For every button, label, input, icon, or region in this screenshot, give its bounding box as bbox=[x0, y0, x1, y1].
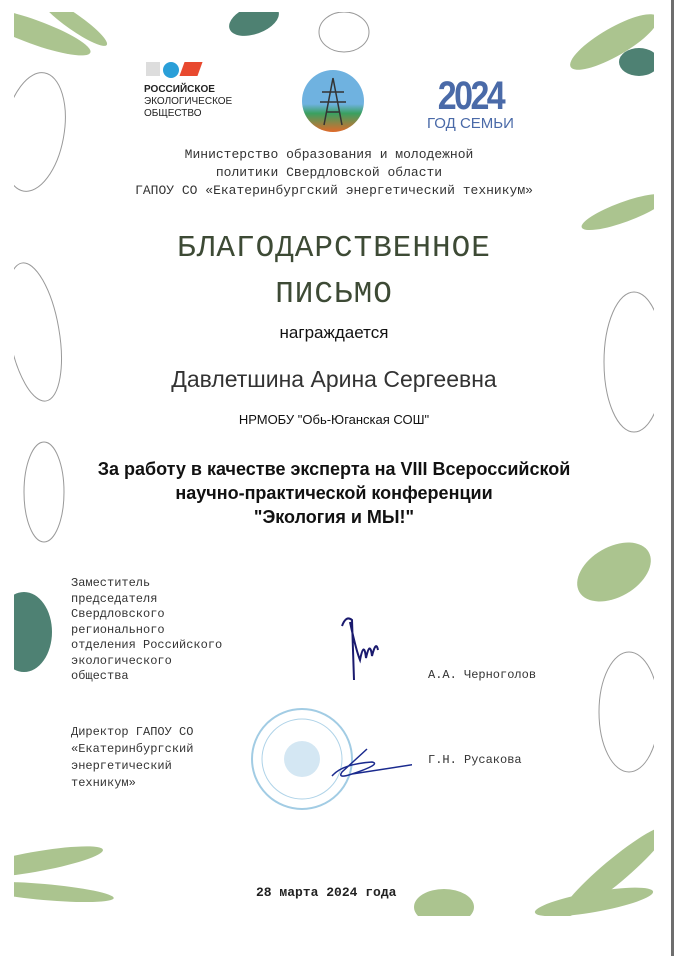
power-tower-icon bbox=[302, 70, 364, 132]
year-of-family-logo bbox=[427, 76, 514, 132]
position-line: общества bbox=[71, 669, 129, 683]
recipient-name: Давлетшина Арина Сергеевна bbox=[171, 366, 497, 392]
technikum-logo bbox=[302, 70, 364, 132]
position-line: Заместитель bbox=[71, 576, 151, 590]
position-line: энергетический bbox=[71, 759, 172, 773]
position-line: «Екатеринбургский bbox=[71, 742, 194, 756]
position-line: Директор ГАПОУ СО bbox=[71, 725, 194, 739]
position-line: техникум» bbox=[71, 776, 136, 790]
position-line: Свердловского bbox=[71, 607, 165, 621]
signatory-2-position bbox=[71, 724, 193, 792]
reason-line: За работу в качестве эксперта на VIII Всероссийской bbox=[97, 459, 571, 479]
reason-line: научно-практической конференции bbox=[175, 483, 493, 503]
official-seal bbox=[232, 704, 412, 814]
header-line: Министерство образования и молодежной bbox=[184, 147, 474, 162]
position-line: отделения Российского bbox=[71, 638, 223, 652]
award-reason bbox=[14, 457, 654, 529]
window-edge bbox=[671, 0, 674, 956]
position-line: регионального bbox=[71, 622, 165, 637]
signature-1 bbox=[336, 610, 386, 690]
position-line: экологического bbox=[71, 653, 172, 668]
signatory-1-position bbox=[71, 576, 222, 685]
issuer-header bbox=[14, 146, 654, 200]
year-number: 2024 bbox=[437, 74, 504, 118]
reo-icon-blue bbox=[163, 62, 179, 78]
reo-icon-red bbox=[179, 62, 202, 76]
reo-line: ЭКОЛОГИЧЕСКОЕ bbox=[144, 96, 233, 107]
issue-date: 28 марта 2024 года bbox=[256, 885, 397, 900]
header-line: политики Свердловской области bbox=[215, 165, 443, 180]
document-title bbox=[14, 226, 654, 318]
title-line-2: ПИСЬМО bbox=[275, 277, 393, 312]
header-line: ГАПОУ СО «Екатеринбургский энергетический техникум» bbox=[135, 183, 533, 198]
recipient-organization: НРМОБУ "Обь-Юганская СОШ" bbox=[238, 412, 430, 427]
reo-line: ОБЩЕСТВО bbox=[144, 108, 202, 119]
signatory-2-name: Г.Н. Русакова bbox=[428, 753, 522, 767]
reason-line: "Экология и МЫ!" bbox=[253, 507, 415, 527]
reo-logo bbox=[144, 62, 232, 120]
reo-line: РОССИЙСКОЕ bbox=[144, 84, 215, 95]
reo-icon-gray bbox=[146, 62, 160, 76]
year-caption: ГОД СЕМЬИ bbox=[427, 115, 514, 132]
awarded-label: награждается bbox=[279, 323, 389, 342]
certificate-page bbox=[14, 12, 654, 916]
title-line-1: БЛАГОДАРСТВЕННОЕ bbox=[177, 231, 491, 266]
signatory-1-name: А.А. Черноголов bbox=[428, 668, 537, 682]
position-line: председателя bbox=[71, 591, 158, 606]
